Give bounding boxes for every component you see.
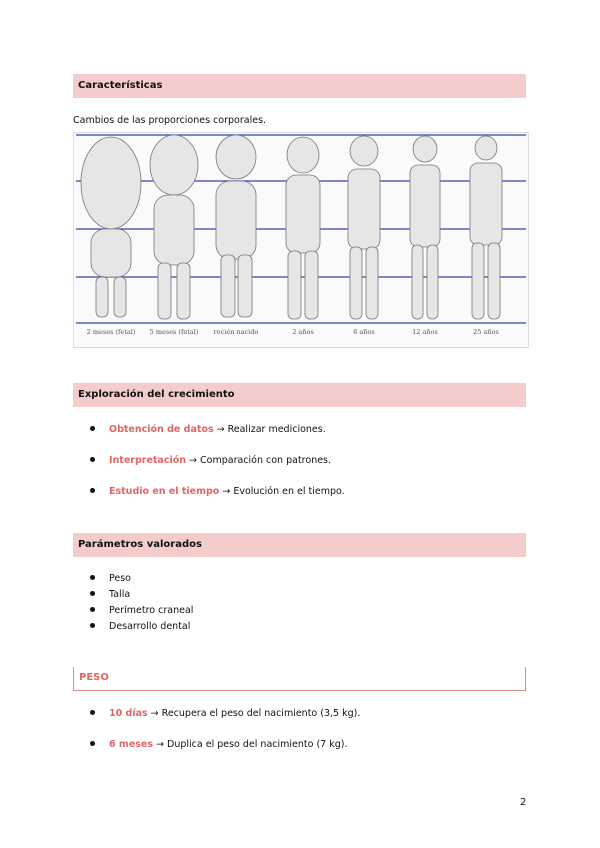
bullet-icon	[90, 623, 95, 628]
bullet-icon	[90, 591, 95, 596]
figure-label-1: 2 meses (fetal)	[86, 328, 136, 336]
list-item: Estudio en el tiempo → Evolución en el tiempo.	[90, 486, 345, 497]
bullet-icon	[90, 457, 95, 462]
bullet-icon	[90, 488, 95, 493]
bullet-icon	[90, 575, 95, 580]
bullet-icon	[90, 741, 95, 746]
figure-label-4: 2 años	[292, 328, 314, 336]
page-number: 2	[520, 797, 527, 808]
list-item: 6 meses → Duplica el peso del nacimiento (7 kg).	[90, 739, 347, 750]
bullet-icon	[90, 607, 95, 612]
section-header-peso: PESO	[73, 667, 526, 691]
list-item: Desarrollo dental	[90, 621, 190, 632]
list-item: 10 días → Recupera el peso del nacimiento (3,5 kg).	[90, 708, 360, 719]
figure-label-3: recién nacido	[213, 328, 259, 336]
figure-label-2: 5 meses (fetal)	[149, 328, 199, 336]
list-item: Obtención de datos → Realizar mediciones.	[90, 424, 326, 435]
section-header-exploracion: Exploración del crecimiento	[73, 383, 526, 407]
list-item: Interpretación → Comparación con patrones.	[90, 455, 331, 466]
figure-label-5: 6 años	[353, 328, 375, 336]
section-header-caracteristicas: Características	[73, 74, 526, 98]
body-proportions-figure	[73, 132, 529, 348]
list-item: Talla	[90, 589, 130, 600]
list-item: Peso	[90, 573, 131, 584]
section-header-parametros: Parámetros valorados	[73, 533, 526, 557]
figure-label-7: 25 años	[473, 328, 499, 336]
list-item: Perímetro craneal	[90, 605, 193, 616]
bullet-icon	[90, 710, 95, 715]
body-proportions-illustration	[74, 133, 528, 347]
bullet-icon	[90, 426, 95, 431]
figure-label-6: 12 años	[412, 328, 438, 336]
figure-caption: Cambios de las proporciones corporales.	[73, 115, 267, 126]
